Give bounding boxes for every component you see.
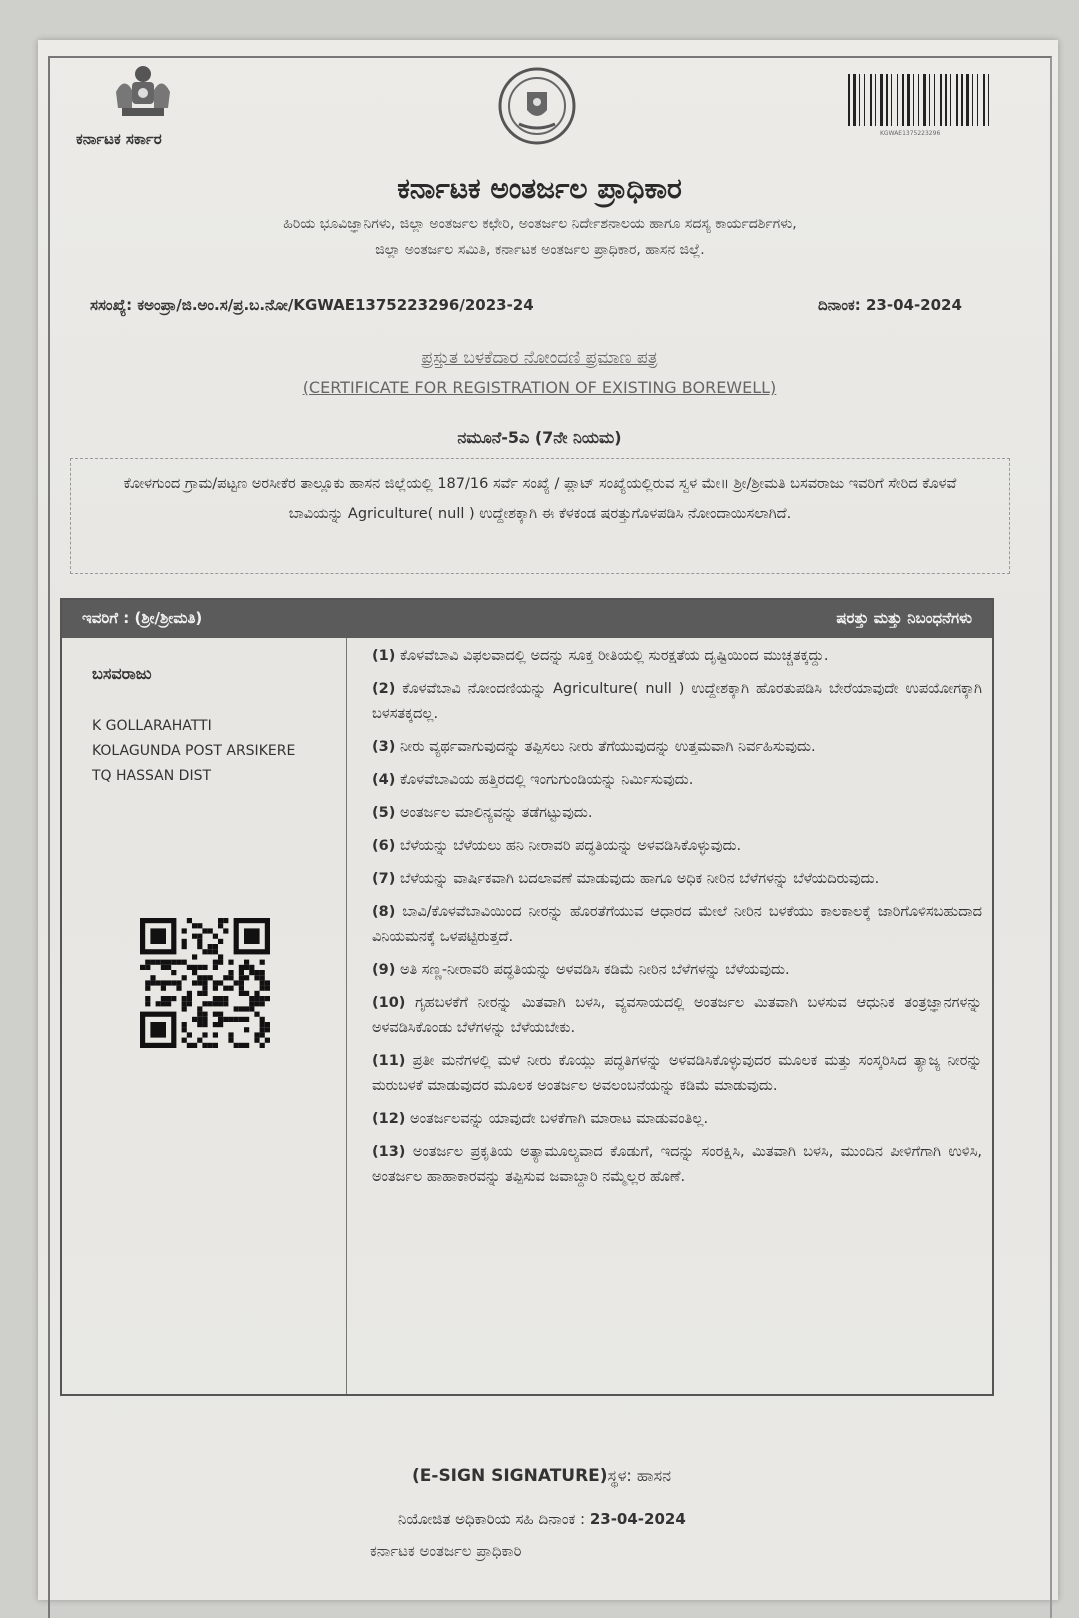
condition-number: (9) xyxy=(372,962,396,978)
condition-number: (13) xyxy=(372,1144,406,1160)
condition-number: (7) xyxy=(372,871,396,887)
condition-item xyxy=(372,1049,982,1099)
condition-item xyxy=(372,834,982,859)
condition-item xyxy=(372,867,982,892)
condition-item xyxy=(372,1107,982,1132)
holder-address-line: KOLAGUNDA POST ARSIKERE xyxy=(92,743,296,759)
condition-text: ಗೃಹಬಳಕೆಗೆ ನೀರನ್ನು ಮಿತವಾಗಿ ಬಳಸಿ, ವ್ಯವಸಾಯದಲ್ಲಿ ಅಂತರ್ಜಲ ಮಿತವಾಗಿ ಬಳಸುವ ಆಧುನಿಕ ತಂತ್ರಜ್ಞಾನಗಳನ್ನು ಅಳವಡಿಸಿಕೊಂಡು ಬೆಳೆಗಳನ್ನು ಬೆಳೆಯಬೇಕು. xyxy=(372,995,982,1036)
condition-item xyxy=(372,1140,982,1190)
office-address-line-1: ಹಿರಿಯ ಭೂವಿಜ್ಞಾನಿಗಳು, ಜಿಲ್ಲಾ ಅಂತರ್ಜಲ ಕಛೇರಿ, ಅಂತರ್ಜಲ ನಿರ್ದೇಶನಾಲಯ ಹಾಗೂ ಸದಸ್ಯ ಕಾರ್ಯದರ್ಶಿಗಳು, xyxy=(283,216,797,232)
condition-text: ಅಂತರ್ಜಲ ಮಾಲಿನ್ಯವನ್ನು ತಡೆಗಟ್ಟುವುದು. xyxy=(399,805,593,821)
condition-text: ಅಂತರ್ಜಲ ಪ್ರಕೃತಿಯ ಅತ್ಯಾಮೂಲ್ಯವಾದ ಕೊಡುಗೆ, ಇದನ್ನು ಸಂರಕ್ಷಿಸಿ, ಮಿತವಾಗಿ ಬಳಸಿ, ಮುಂದಿನ ಪೀಳಿಗೆಗಾಗಿ ಉಳಿಸಿ, ಅಂತರ್ಜಲ ಹಾಹಾಕಾರವನ್ನು ತಪ್ಪಿಸುವ ಜವಾಬ್ದಾರಿ ನಮ್ಮೆಲ್ಲರ ಹೊಣೆ. xyxy=(372,1144,983,1185)
footer-date-label: ದಿನಾಂಕ : xyxy=(538,1510,586,1528)
barcode-icon xyxy=(846,74,996,130)
qr-code-icon xyxy=(140,918,270,1048)
condition-text: ಅತಿ ಸಣ್ಣ-ನೀರಾವರಿ ಪದ್ಧತಿಯನ್ನು ಅಳವಡಿಸಿ ಕಡಿಮೆ ನೀರಿನ ಬೆಳೆಗಳನ್ನು ಬೆಳೆಯವುದು. xyxy=(399,962,790,978)
date-value: 23-04-2024 xyxy=(865,296,962,314)
condition-number: (1) xyxy=(372,648,396,664)
condition-item xyxy=(372,991,982,1041)
condition-number: (8) xyxy=(372,904,396,920)
condition-text: ಕೊಳವೆಬಾವಿ ನೋಂದಣಿಯನ್ನು Agriculture( null ) ಉದ್ದೇಶಕ್ಕಾಗಿ ಹೊರತುಪಡಿಸಿ ಬೇರೆಯಾವುದೇ ಉಪಯೋಗಕ್ಕಾಗಿ ಬಳಸತಕ್ಕದಲ್ಲ. xyxy=(372,681,982,722)
table-header xyxy=(62,600,992,638)
conditions-header: ಷರತ್ತು ಮತ್ತು ನಿಬಂಧನೆಗಳು xyxy=(836,609,972,627)
officer-line xyxy=(398,1510,686,1528)
condition-number: (2) xyxy=(372,681,396,697)
government-label: ಕರ್ನಾಟಕ ಸರ್ಕಾರ xyxy=(76,130,162,148)
condition-item xyxy=(372,900,982,950)
issue-date xyxy=(818,296,962,314)
condition-text: ಬಾವಿ/ಕೊಳವೆಬಾವಿಯಿಂದ ನೀರನ್ನು ಹೊರತೆಗೆಯುವ ಆಧಾರದ ಮೇಲೆ ನೀರಿನ ಬಳಕೆಯು ಕಾಲಕಾಲಕ್ಕೆ ಜಾರಿಗೊಳಿಸಬಹುದಾದ ವಿನಿಯಮನಕ್ಕೆ ಒಳಪಟ್ಟಿರುತ್ತದೆ. xyxy=(372,904,983,945)
condition-number: (6) xyxy=(372,838,396,854)
holder-address-line: K GOLLARAHATTI xyxy=(92,718,212,734)
column-divider xyxy=(346,638,347,1394)
condition-number: (3) xyxy=(372,739,396,755)
footer-date-value: 23-04-2024 xyxy=(589,1510,686,1528)
karnataka-emblem-icon xyxy=(108,62,178,122)
condition-text: ಪ್ರತೀ ಮನೆಗಳಲ್ಲಿ ಮಳೆ ನೀರು ಕೊಯ್ಲು ಪದ್ಧತಿಗಳನ್ನು ಅಳವಡಿಸಿಕೊಳ್ಳುವುದರ ಮೂಲಕ ಮತ್ತು ಸಂಸ್ಕರಿಸಿದ ತ್ಯಾಜ್ಯ ನೀರನ್ನು ಮರುಬಳಕೆ ಮಾಡುವುದರ ಮೂಲಕ ಅಂತರ್ಜಲ ಅವಲಂಬನೆಯನ್ನು ಕಡಿಮೆ ಮಾಡುವುದು. xyxy=(372,1053,983,1094)
condition-number: (5) xyxy=(372,805,396,821)
condition-text: ನೀರು ವ್ಯರ್ಥವಾಗುವುದನ್ನು ತಪ್ಪಿಸಲು ನೀರು ತೆಗೆಯುವುದನ್ನು ಉತ್ತಮವಾಗಿ ನಿರ್ವಹಿಸುವುದು. xyxy=(399,739,816,755)
date-label: ದಿನಾಂಕ: xyxy=(818,296,861,314)
authority-seal-icon xyxy=(497,66,577,146)
organization-title: ಕರ್ನಾಟಕ ಅಂತರ್ಜಲ ಪ್ರಾಧಿಕಾರ xyxy=(397,172,682,205)
esign-label: (E-SIGN SIGNATURE) xyxy=(412,1466,608,1486)
certificate-title-english: (CERTIFICATE FOR REGISTRATION OF EXISTING BOREWELL) xyxy=(302,378,777,397)
reference-number xyxy=(90,296,534,314)
condition-item xyxy=(372,958,982,983)
condition-number: (12) xyxy=(372,1111,406,1127)
condition-item xyxy=(372,644,982,669)
condition-number: (4) xyxy=(372,772,396,788)
signature-line xyxy=(412,1466,671,1486)
registration-statement: ಕೋಳಗುಂದ ಗ್ರಾಮ/ಪಟ್ಟಣ ಅರಸೀಕೆರ ತಾಲ್ಲೂಕು ಹಾಸನ ಜಿಲ್ಲೆಯಲ್ಲಿ 187/16 ಸರ್ವೆ ಸಂಖ್ಯೆ / ಪ್ಲಾಟ್ ಸಂಖ್ಯೆಯಲ್ಲಿರುವ ಸ್ವಳ ಮೇ॥ ಶ್ರೀ/ಶ್ರೀಮತಿ ಬಸವರಾಜು ಇವರಿಗೆ ಸೇರಿದ ಕೊಳವೆ ಬಾವಿಯನ್ನು Agriculture( null ) ಉದ್ದೇಶಕ್ಕಾಗಿ ಈ ಕೆಳಕಂಡ ಷರತ್ತುಗೊಳಪಡಿಸಿ ನೋಂದಾಯಿಸಲಾಗಿದೆ. xyxy=(70,458,1010,574)
condition-item xyxy=(372,677,982,727)
authority-label: ಕರ್ನಾಟಕ ಅಂತರ್ಜಲ ಪ್ರಾಧಿಕಾರಿ xyxy=(370,1542,522,1560)
condition-number: (11) xyxy=(372,1053,406,1069)
place-label: ಸ್ಥಳ: ಹಾಸನ xyxy=(607,1466,671,1485)
reference-label: ಸಸಂಖ್ಯೆ: xyxy=(90,296,133,314)
holder-header: ಇವರಿಗೆ : (ಶ್ರೀ/ಶ್ರೀಮತಿ) xyxy=(82,609,203,627)
condition-text: ಕೊಳವೆಬಾವಿ ವಿಫಲವಾದಲ್ಲಿ ಅದನ್ನು ಸೂಕ್ತ ರೀತಿಯಲ್ಲಿ ಸುರಕ್ಷತೆಯ ದೃಷ್ಟಿಯಿಂದ ಮುಚ್ಚತಕ್ಕದ್ದು. xyxy=(399,648,829,664)
holder-address xyxy=(92,714,332,789)
condition-item xyxy=(372,735,982,760)
holder-address-line: TQ HASSAN DIST xyxy=(92,768,212,784)
condition-text: ಬೆಳೆಯನ್ನು ವಾರ್ಷಿಕವಾಗಿ ಬದಲಾವಣೆ ಮಾಡುವುದು ಹಾಗೂ ಅಧಿಕ ನೀರಿನ ಬೆಳೆಗಳನ್ನು ಬೆಳೆಯದಿರುವುದು. xyxy=(399,871,880,887)
form-number: ನಮೂನೆ-5ಎ (7ನೇ ನಿಯಮ) xyxy=(457,428,622,447)
condition-text: ಬೆಳೆಯನ್ನು ಬೆಳೆಯಲು ಹನಿ ನೀರಾವರಿ ಪದ್ಧತಿಯನ್ನು ಅಳವಡಿಸಿಕೊಳ್ಳುವುದು. xyxy=(399,838,742,854)
reference-value: ಕಅಂಪ್ರಾ/ಜಿ.ಅಂ.ಸ/ಪ್ರ.ಬ.ನೋ/KGWAE1375223296/2023-24 xyxy=(137,296,534,314)
condition-text: ಅಂತರ್ಜಲವನ್ನು ಯಾವುದೇ ಬಳಕೆಗಾಗಿ ಮಾರಾಟ ಮಾಡುವಂತಿಲ್ಲ. xyxy=(410,1111,709,1127)
certificate-title-kannada: ಪ್ರಸ್ತುತ ಬಳಕೆದಾರ ನೋಂದಣಿ ಪ್ರಮಾಣ ಪತ್ರ xyxy=(421,348,658,368)
condition-item xyxy=(372,768,982,793)
conditions-list xyxy=(372,644,982,1198)
office-address-line-2: ಜಿಲ್ಲಾ ಅಂತರ್ಜಲ ಸಮಿತಿ, ಕರ್ನಾಟಕ ಅಂತರ್ಜಲ ಪ್ರಾಧಿಕಾರ, ಹಾಸನ ಜಿಲ್ಲೆ. xyxy=(375,242,705,258)
officer-label: ನಿಯೋಜಿತ ಅಧಿಕಾರಿಯ ಸಹಿ xyxy=(398,1510,534,1528)
holder-name: ಬಸವರಾಜು xyxy=(92,664,152,683)
condition-item xyxy=(372,801,982,826)
barcode-caption: KGWAE1375223296 xyxy=(880,130,941,137)
condition-number: (10) xyxy=(372,995,406,1011)
condition-text: ಕೊಳವೆಬಾವಿಯ ಹತ್ತಿರದಲ್ಲಿ ಇಂಗುಗುಂಡಿಯನ್ನು ನಿರ್ಮಿಸುವುದು. xyxy=(399,772,694,788)
